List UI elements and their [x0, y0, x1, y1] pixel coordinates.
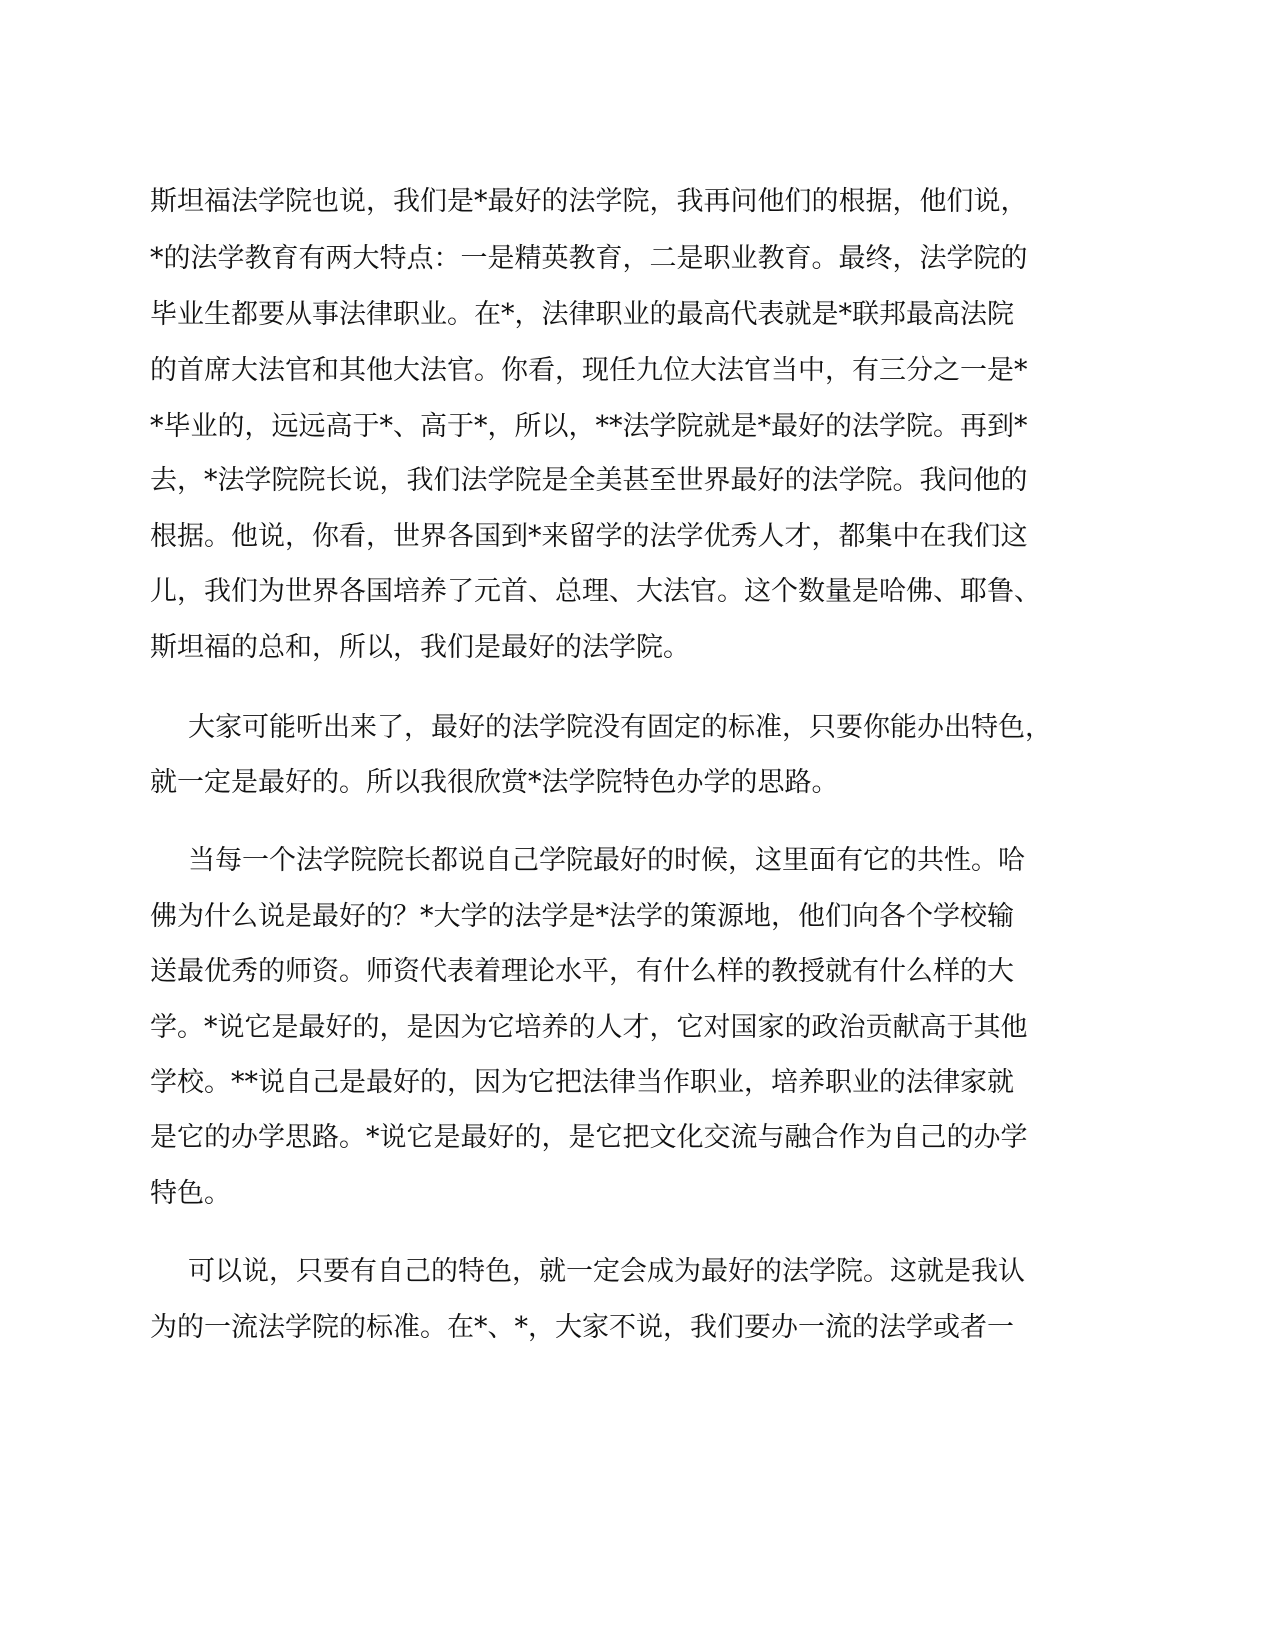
paragraph-line: *毕业的，远远高于*、高于*，所以，**法学院就是*最好的法学院。再到*: [150, 411, 1028, 442]
paragraph-line: 的首席大法官和其他大法官。你看，现任九位大法官当中，有三分之一是*: [150, 355, 1028, 386]
paragraph-line: 去，*法学院院长说，我们法学院是全美甚至世界最好的法学院。我问他的: [150, 465, 1028, 496]
paragraph-line: 大家可能听出来了，最好的法学院没有固定的标准，只要你能办出特色，: [188, 712, 1052, 743]
paragraph-line: 为的一流法学院的标准。在*、*，大家不说，我们要办一流的法学或者一: [150, 1312, 1014, 1343]
paragraph-line: 斯坦福的总和，所以，我们是最好的法学院。: [150, 632, 690, 663]
paragraph-line: 送最优秀的师资。师资代表着理论水平，有什么样的教授就有什么样的大: [150, 956, 1014, 987]
paragraph-line: 儿，我们为世界各国培养了元首、总理、大法官。这个数量是哈佛、耶鲁、: [150, 576, 1041, 607]
paragraph-line: 当每一个法学院院长都说自己学院最好的时候，这里面有它的共性。哈: [188, 845, 1025, 876]
paragraph-line: 特色。: [150, 1178, 231, 1209]
paragraph-line: 就一定是最好的。所以我很欣赏*法学院特色办学的思路。: [150, 767, 839, 798]
paragraph-line: 学校。**说自己是最好的，因为它把法律当作职业，培养职业的法律家就: [150, 1067, 1014, 1098]
paragraph-line: 佛为什么说是最好的？*大学的法学是*法学的策源地，他们向各个学校输: [150, 901, 1014, 932]
paragraph-line: 斯坦福法学院也说，我们是*最好的法学院，我再问他们的根据，他们说，: [150, 186, 1028, 217]
paragraph-line: 学。*说它是最好的，是因为它培养的人才，它对国家的政治贡献高于其他: [150, 1012, 1028, 1043]
paragraph-line: 可以说，只要有自己的特色，就一定会成为最好的法学院。这就是我认: [188, 1256, 1025, 1287]
paragraph-line: 毕业生都要从事法律职业。在*，法律职业的最高代表就是*联邦最高法院: [150, 299, 1014, 330]
paragraph-line: 是它的办学思路。*说它是最好的，是它把文化交流与融合作为自己的办学: [150, 1122, 1028, 1153]
paragraph-line: *的法学教育有两大特点：一是精英教育，二是职业教育。最终，法学院的: [150, 243, 1028, 274]
paragraph-line: 根据。他说，你看，世界各国到*来留学的法学优秀人才，都集中在我们这: [150, 521, 1028, 552]
